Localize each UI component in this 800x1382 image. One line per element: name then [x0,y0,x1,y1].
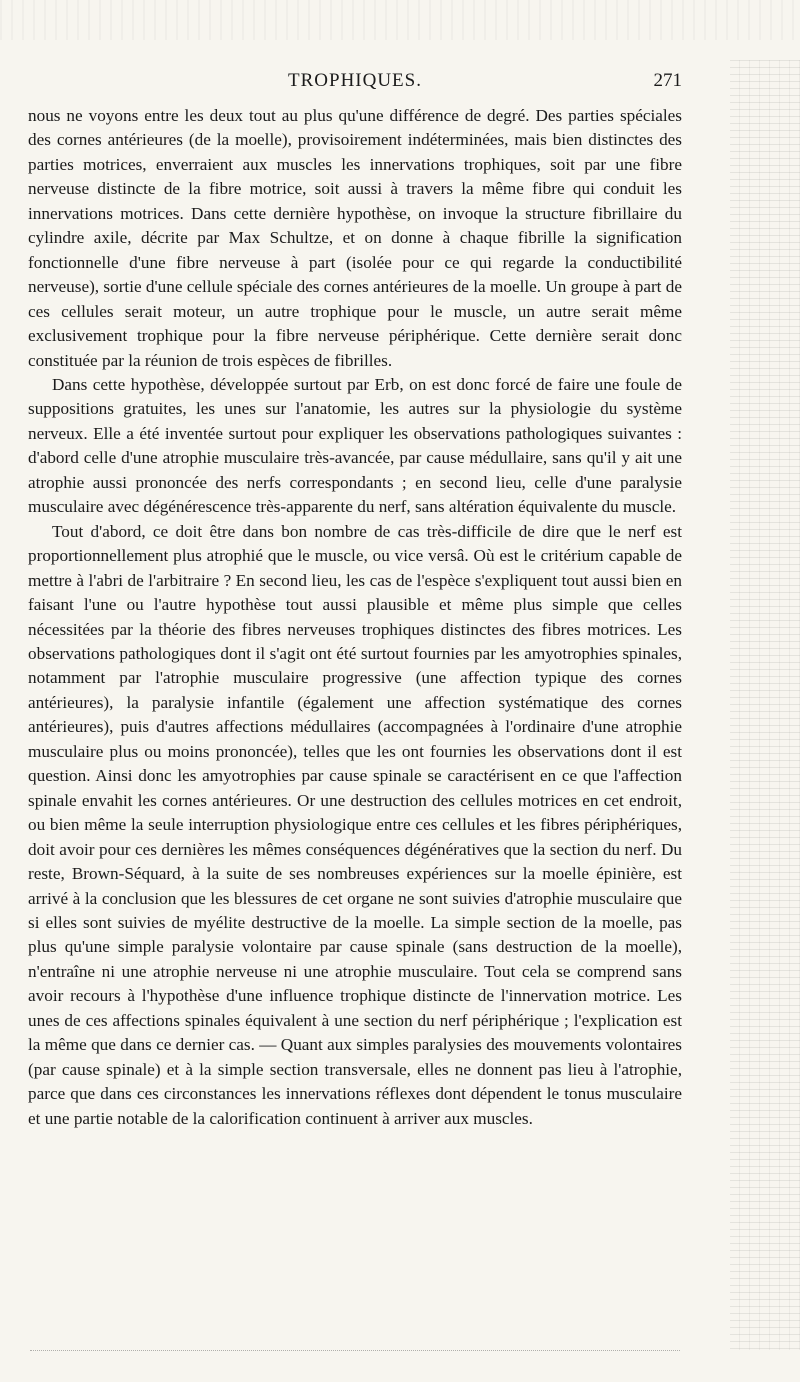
paragraph-3: Tout d'abord, ce doit être dans bon nombre de cas très-difficile de dire que le nerf est proportionnellement plus atrophié que le muscle, ou vice versâ. Où est le critérium capable de mettre à l'abri de l'arbitraire ? En second lieu, les cas de l'espèce s'expliquent tout aussi bien en faisant l'une ou l'autre hypothèse tout aussi plausible et même plus simple que celles nécessitées par la théorie des fibres nerveuses trophiques distinctes des fibres motrices. Les observations pathologiques dont il s'agit ont été surtout fournies par les amyotrophies spinales, notamment par l'atrophie musculaire progressive (une affection typique des cornes antérieures), la paralysie infantile (également une affection systématique des cornes antérieures), puis d'autres affections médullaires (accompagnées à l'ordinaire d'une atrophie musculaire plus ou moins prononcée), telles que les ont fournies les observations dont il est question. Ainsi donc les amyotrophies par cause spinale se caractérisent en ce que l'affection spinale envahit les cornes antérieures. Or une destruction des cellules motrices en cet endroit, ou bien même la seule interruption physiologique entre ces cellules et les fibres périphériques, doit avoir pour ces dernières les mêmes conséquences dégénératives que la section du nerf. Du reste, Brown-Séquard, à la suite de ses nombreuses expériences sur la moelle épinière, est arrivé à la conclusion que les blessures de cet organe ne sont suivies d'atrophie musculaire que si elles sont suivies de myélite destructive de la moelle. La simple section de la moelle, pas plus qu'une simple paralysie volontaire par cause spinale (sans destruction de la moelle), n'entraîne ni une atrophie nerveuse ni une atrophie musculaire. Tout cela se comprend sans avoir recours à l'hypothèse d'une influence trophique distincte de l'innervation motrice. Les unes de ces affections spinales équivalent à une section du nerf périphérique ; l'explication est la même que dans ce dernier cas. — Quant aux simples paralysies des mouvements volontaires (par cause spinale) et à la simple section transversale, elles ne donnent pas lieu à l'atrophie, parce que dans ces circonstances les innervations réflexes dont dépendent le tonus musculaire et une partie notable de la calorification continuent à arriver aux muscles. [28,521,682,1128]
scan-noise-top [0,0,800,40]
running-title: TROPHIQUES. [288,70,422,91]
paragraph-2: Dans cette hypothèse, développée surtout par Erb, on est donc forcé de faire une foule de suppositions gratuites, les unes sur l'anatomie, les autres sur la physiologie du système nerveux. Elle a été inventée surtout pour expliquer les observations pathologiques suivantes : d'abord celle d'une atrophie musculaire très-avancée, par cause médullaire, sans qu'il y ait une atrophie aussi prononcée des nerfs correspondants ; en second lieu, celle d'une paralysie musculaire avec dégénérescence très-apparente du nerf, sans altération équivalente du muscle. [28,374,682,517]
page-header [28,66,682,96]
body-text [28,104,682,1131]
paragraph-1: nous ne voyons entre les deux tout au plus qu'une différence de degré. Des parties spéciales des cornes antérieures (de la moelle), provisoirement indéterminées, mais bien distinctes des parties motrices, enverraient aux muscles les innervations trophiques, soit par une fibre nerveuse distincte de la fibre motrice, soit aussi à travers la même fibre qui conduit les innervations motrices. Dans cette dernière hypothèse, on invoque la structure fibrillaire du cylindre axile, décrite par Max Schultze, et on donne à chaque fibrille la signification fonctionnelle d'une fibre nerveuse à part (isolée pour ce qui regarde la conductibilité nerveuse), sortie d'une cellule spéciale des cornes antérieures de la moelle. Un groupe à part de ces cellules serait moteur, un autre trophique pour le muscle, un autre serait même exclusivement trophique pour la fibre nerveuse périphérique. Cette dernière serait donc constituée par la réunion de trois espèces de fibrilles. [28,106,682,370]
scan-noise-right-edge [730,60,800,1350]
page-number: 271 [653,70,682,91]
scan-noise-bottom [30,1350,680,1354]
